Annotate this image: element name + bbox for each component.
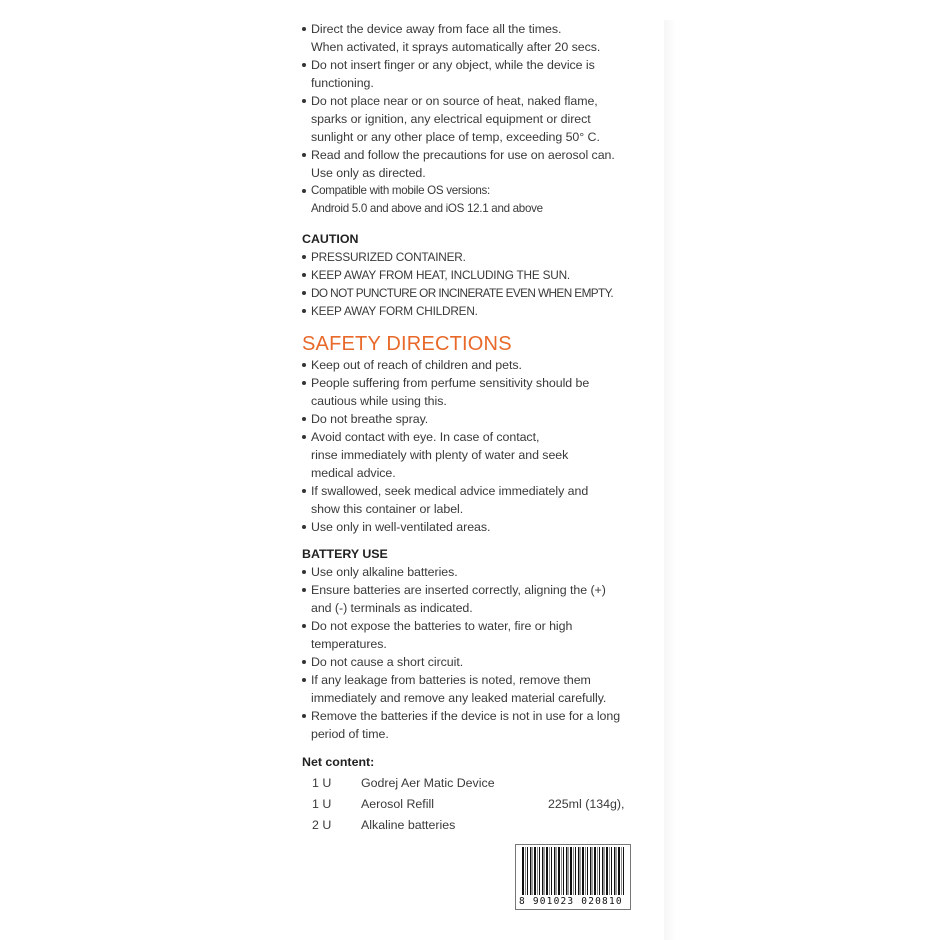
safety-bullet: People suffering from perfume sensitivity should be cautious while using this. [302, 374, 647, 410]
barcode [515, 844, 631, 910]
item-size: 225ml (134g), [548, 797, 625, 811]
battery-use-list [302, 563, 647, 743]
quantity: 2 U [312, 818, 332, 832]
label-text-column [302, 20, 647, 836]
barcode-bars [522, 847, 624, 895]
caution-list [302, 248, 647, 320]
caution-bullet: KEEP AWAY FORM CHILDREN. [302, 302, 647, 320]
barcode-number: 8 901023 020810 [519, 896, 628, 908]
battery-bullet: Do not cause a short circuit. [302, 653, 647, 671]
item-name: Aerosol Refill [361, 797, 434, 811]
quantity: 1 U [312, 776, 332, 790]
caution-bullet: DO NOT PUNCTURE OR INCINERATE EVEN WHEN EMPTY. [302, 284, 647, 302]
item-name: Alkaline batteries [361, 818, 456, 832]
usage-instructions-list [302, 20, 647, 182]
compatibility-list [302, 182, 647, 218]
battery-bullet: Use only alkaline batteries. [302, 563, 647, 581]
safety-bullet: If swallowed, seek medical advice immediately and show this container or label. [302, 482, 647, 518]
usage-bullet: Direct the device away from face all the times. When activated, it sprays automatically after 20 secs. [302, 20, 647, 56]
usage-bullet: Do not place near or on source of heat, naked flame, sparks or ignition, any electrical equipment or direct sunlight or any other place of temp, exceeding 50° C. [302, 92, 647, 146]
net-content-row [302, 815, 647, 836]
usage-bullet: Read and follow the precautions for use on aerosol can. Use only as directed. [302, 146, 647, 182]
caution-bullet: KEEP AWAY FROM HEAT, INCLUDING THE SUN. [302, 266, 647, 284]
battery-bullet: Remove the batteries if the device is not in use for a long period of time. [302, 707, 647, 743]
safety-bullet: Do not breathe spray. [302, 410, 647, 428]
caution-bullet: PRESSURIZED CONTAINER. [302, 248, 647, 266]
safety-bullet: Use only in well-ventilated areas. [302, 518, 647, 536]
usage-bullet: Do not insert finger or any object, while the device is functioning. [302, 56, 647, 92]
item-name: Godrej Aer Matic Device [361, 776, 495, 790]
quantity: 1 U [312, 797, 332, 811]
safety-bullet: Keep out of reach of children and pets. [302, 356, 647, 374]
battery-bullet: If any leakage from batteries is noted, remove them immediately and remove any leaked material carefully. [302, 671, 647, 707]
net-content-table [302, 773, 647, 836]
battery-use-heading: BATTERY USE [302, 547, 388, 561]
safety-bullet: Avoid contact with eye. In case of contact, rinse immediately with plenty of water and seek medical advice. [302, 428, 647, 482]
net-content-row [302, 773, 647, 794]
net-content-row [302, 794, 647, 815]
safety-directions-list [302, 356, 647, 536]
compatibility-bullet: Compatible with mobile OS versions: Android 5.0 and above and iOS 12.1 and above [302, 182, 647, 218]
battery-bullet: Ensure batteries are inserted correctly, aligning the (+) and (-) terminals as indicated. [302, 581, 647, 617]
panel-edge [664, 20, 676, 940]
net-content-heading: Net content: [302, 755, 375, 769]
caution-heading: CAUTION [302, 232, 359, 246]
battery-bullet: Do not expose the batteries to water, fire or high temperatures. [302, 617, 647, 653]
safety-directions-heading: SAFETY DIRECTIONS [302, 333, 512, 355]
